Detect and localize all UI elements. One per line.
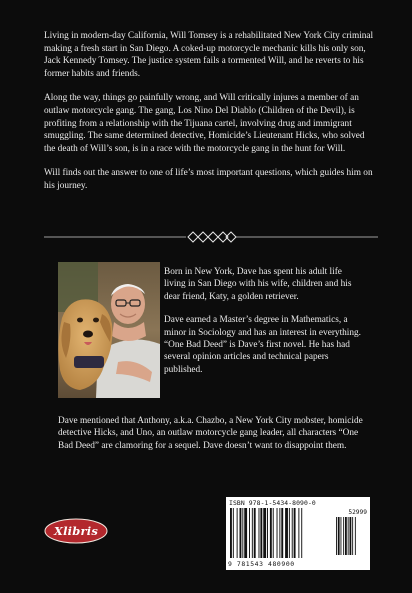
barcode-bar (237, 508, 238, 558)
addon-bar (345, 517, 347, 555)
barcode-bar (254, 508, 256, 558)
logo-text: Xlibris (53, 524, 98, 538)
book-blurb (44, 30, 378, 205)
isbn-label: ISBN 978-1-5434-8090-0 (229, 499, 316, 507)
barcode-bar (263, 508, 266, 558)
barcode-bar (230, 508, 232, 558)
barcode-bar (281, 508, 283, 558)
bio-paragraph-3: Dave mentioned that Anthony, a.k.a. Chazbo, a New York City mobster, homicide detective Hicks, and Uno, an outlaw motorcycle gang leader, all characters “One Bad Deed” are clamoring for a sequel. Dave doesn’t want to disappoint them. (58, 416, 363, 451)
addon-bar (348, 517, 349, 555)
blurb-paragraph-3: Will finds out the answer to one of life’s most important questions, which guides him on his journey. (44, 168, 373, 191)
barcode-bar (240, 508, 242, 558)
author-photo (58, 262, 160, 398)
barcode-bar (285, 508, 288, 558)
price-code: 52999 (348, 509, 367, 516)
barcode-bar (267, 508, 268, 558)
barcode-bar (252, 508, 253, 558)
barcode-bar (244, 508, 247, 558)
bio-paragraph-2: Dave earned a Master’s degree in Mathematics, a minor in Sociology and has an interest in everything. “One Bad Deed” is Dave’s first novel. He has had several opinion articles and technical papers published. (164, 315, 362, 375)
author-bio (164, 266, 364, 387)
addon-bar (336, 517, 337, 555)
ornament-divider (44, 230, 378, 244)
addon-bar (355, 517, 356, 555)
barcode-bar (270, 508, 272, 558)
addon-bar (352, 517, 353, 555)
addon-bar (338, 517, 340, 555)
barcode-bar (292, 508, 293, 558)
barcode-bar (242, 508, 243, 558)
barcode-bar (279, 508, 280, 558)
addon-bar (341, 517, 342, 555)
barcode-number: 9 781543 480900 (228, 560, 295, 568)
bio-paragraph-1: Born in New York, Dave has spent his adult life living in San Diego with his wife, children and his dear friend, Katy, a golden retriever. (164, 267, 352, 302)
barcode-bar (294, 508, 296, 558)
blurb-paragraph-1: Living in modern-day California, Will Tomsey is a rehabilitated New York City criminal making a fresh start in San Diego. A coked-up motorcycle mechanic kills his only son, Jack Kennedy Tomsey. The justice system fails a tormented Will, and he reverts to his former habits and friends. (44, 31, 374, 79)
author-bio-closing (58, 415, 370, 452)
blurb-paragraph-2: Along the way, things go painfully wrong, and Will critically injures a member of an outlaw motorcycle gang. The gang, Los Nino Del Diablo (Children of the Devil), is profiting from a relationship with the Tijuana cartel, involving drug and immigrant smuggling. The same determined detective, Homicide’s Lieutenant Hicks, who solved the death of Will’s son, is in a race with the motorcycle gang in the hunt for Will. (44, 93, 365, 154)
price-addon-barcode (336, 517, 366, 555)
barcode-bar (249, 508, 250, 558)
barcode-bar (260, 508, 262, 558)
barcode-bar (259, 508, 260, 558)
addon-bar (350, 517, 352, 555)
barcode-bars (230, 508, 330, 558)
xlibris-logo (44, 518, 108, 544)
addon-bar (343, 517, 344, 555)
barcode-bar (289, 508, 290, 558)
barcode-bar (233, 508, 234, 558)
barcode-bar (298, 508, 299, 558)
barcode-bar (277, 508, 278, 558)
barcode-bar (273, 508, 274, 558)
barcode-bar (301, 508, 302, 558)
isbn-barcode (226, 497, 370, 570)
